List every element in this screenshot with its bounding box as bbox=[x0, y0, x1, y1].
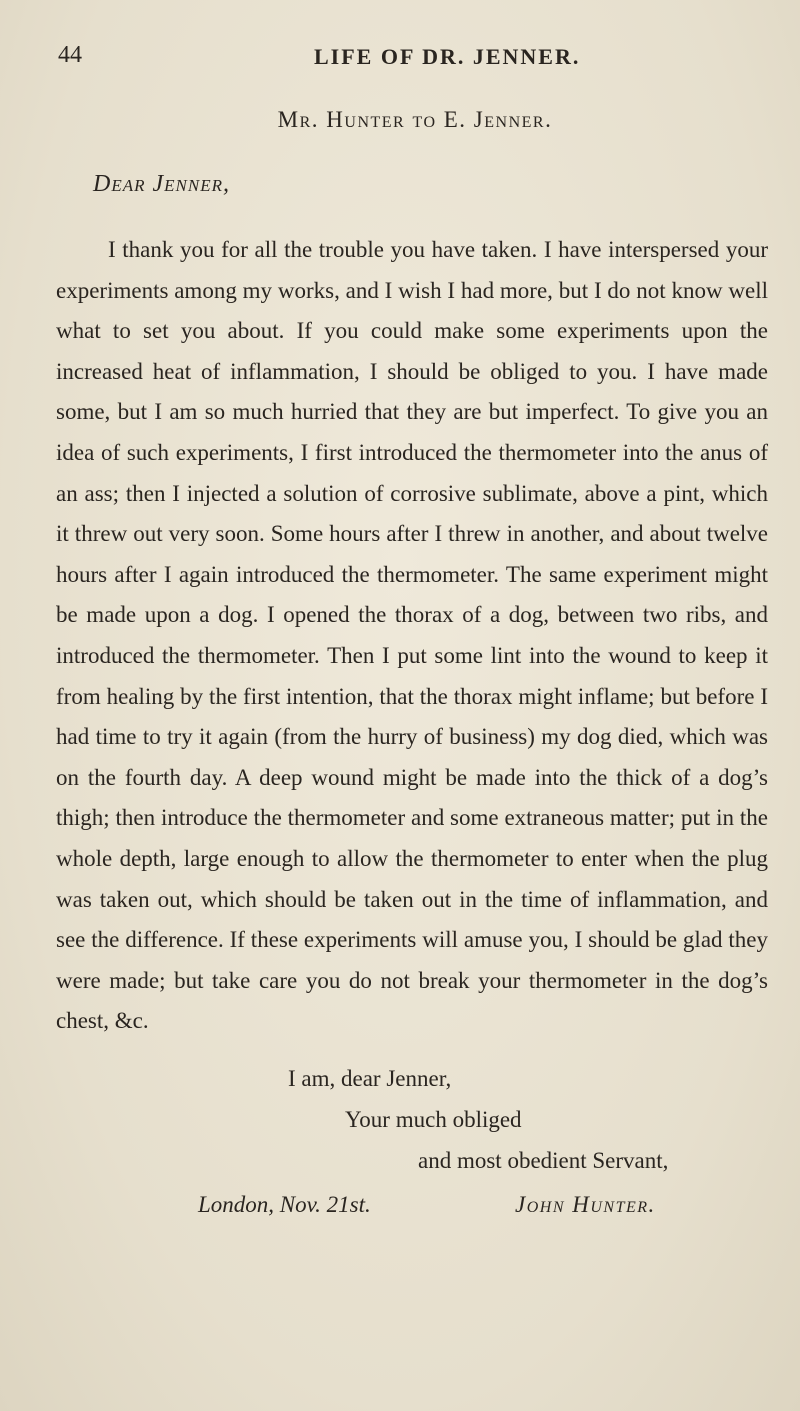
letter-body bbox=[56, 230, 768, 1042]
letter-heading: Mr. Hunter to E. Jenner. bbox=[277, 107, 553, 132]
letter-body-paragraph: I thank you for all the trouble you have taken. I have interspersed your experiments among my works, and I wish I had more, but I do not know well what to set you about. If you could make some experiments upon the increased heat of inflammation, I should be obliged to you. I have made some, but I am so much hurried that they are but imperfect. To give you an idea of such experiments, I first introduced the thermometer into the anus of an ass; then I injected a solution of corrosive sublimate, above a pint, which it threw out very soon. Some hours after I threw in another, and about twelve hours after I again introduced the thermometer. The same experiment might be made upon a dog. I opened the thorax of a dog, between two ribs, and introduced the thermometer. Then I put some lint into the wound to keep it from healing by the first intention, that the thorax might inflame; but before I had time to try it again (from the hurry of business) my dog died, which was on the fourth day. A deep wound might be made into the thick of a dog’s thigh; then introduce the thermometer and some extraneous matter; put in the whole depth, large enough to allow the thermometer to enter when the plug was taken out, which should be taken out in the time of inflammation, and see the difference. If these experiments will amuse you, I should be glad they were made; but take care you do not break your thermometer in the dog’s chest, &c. bbox=[56, 237, 768, 1034]
closing-line: and most obedient Servant, bbox=[418, 1148, 669, 1173]
letter-salutation: Dear Jenner, bbox=[93, 171, 230, 197]
closing-line: Your much obliged bbox=[345, 1107, 522, 1132]
place-date: London, Nov. 21st. bbox=[198, 1192, 371, 1217]
running-title: LIFE OF DR. JENNER. bbox=[314, 44, 581, 69]
page-number: 44 bbox=[58, 42, 82, 68]
signature: John Hunter. bbox=[515, 1192, 656, 1217]
closing-line: I am, dear Jenner, bbox=[288, 1066, 452, 1091]
running-head bbox=[58, 42, 760, 74]
